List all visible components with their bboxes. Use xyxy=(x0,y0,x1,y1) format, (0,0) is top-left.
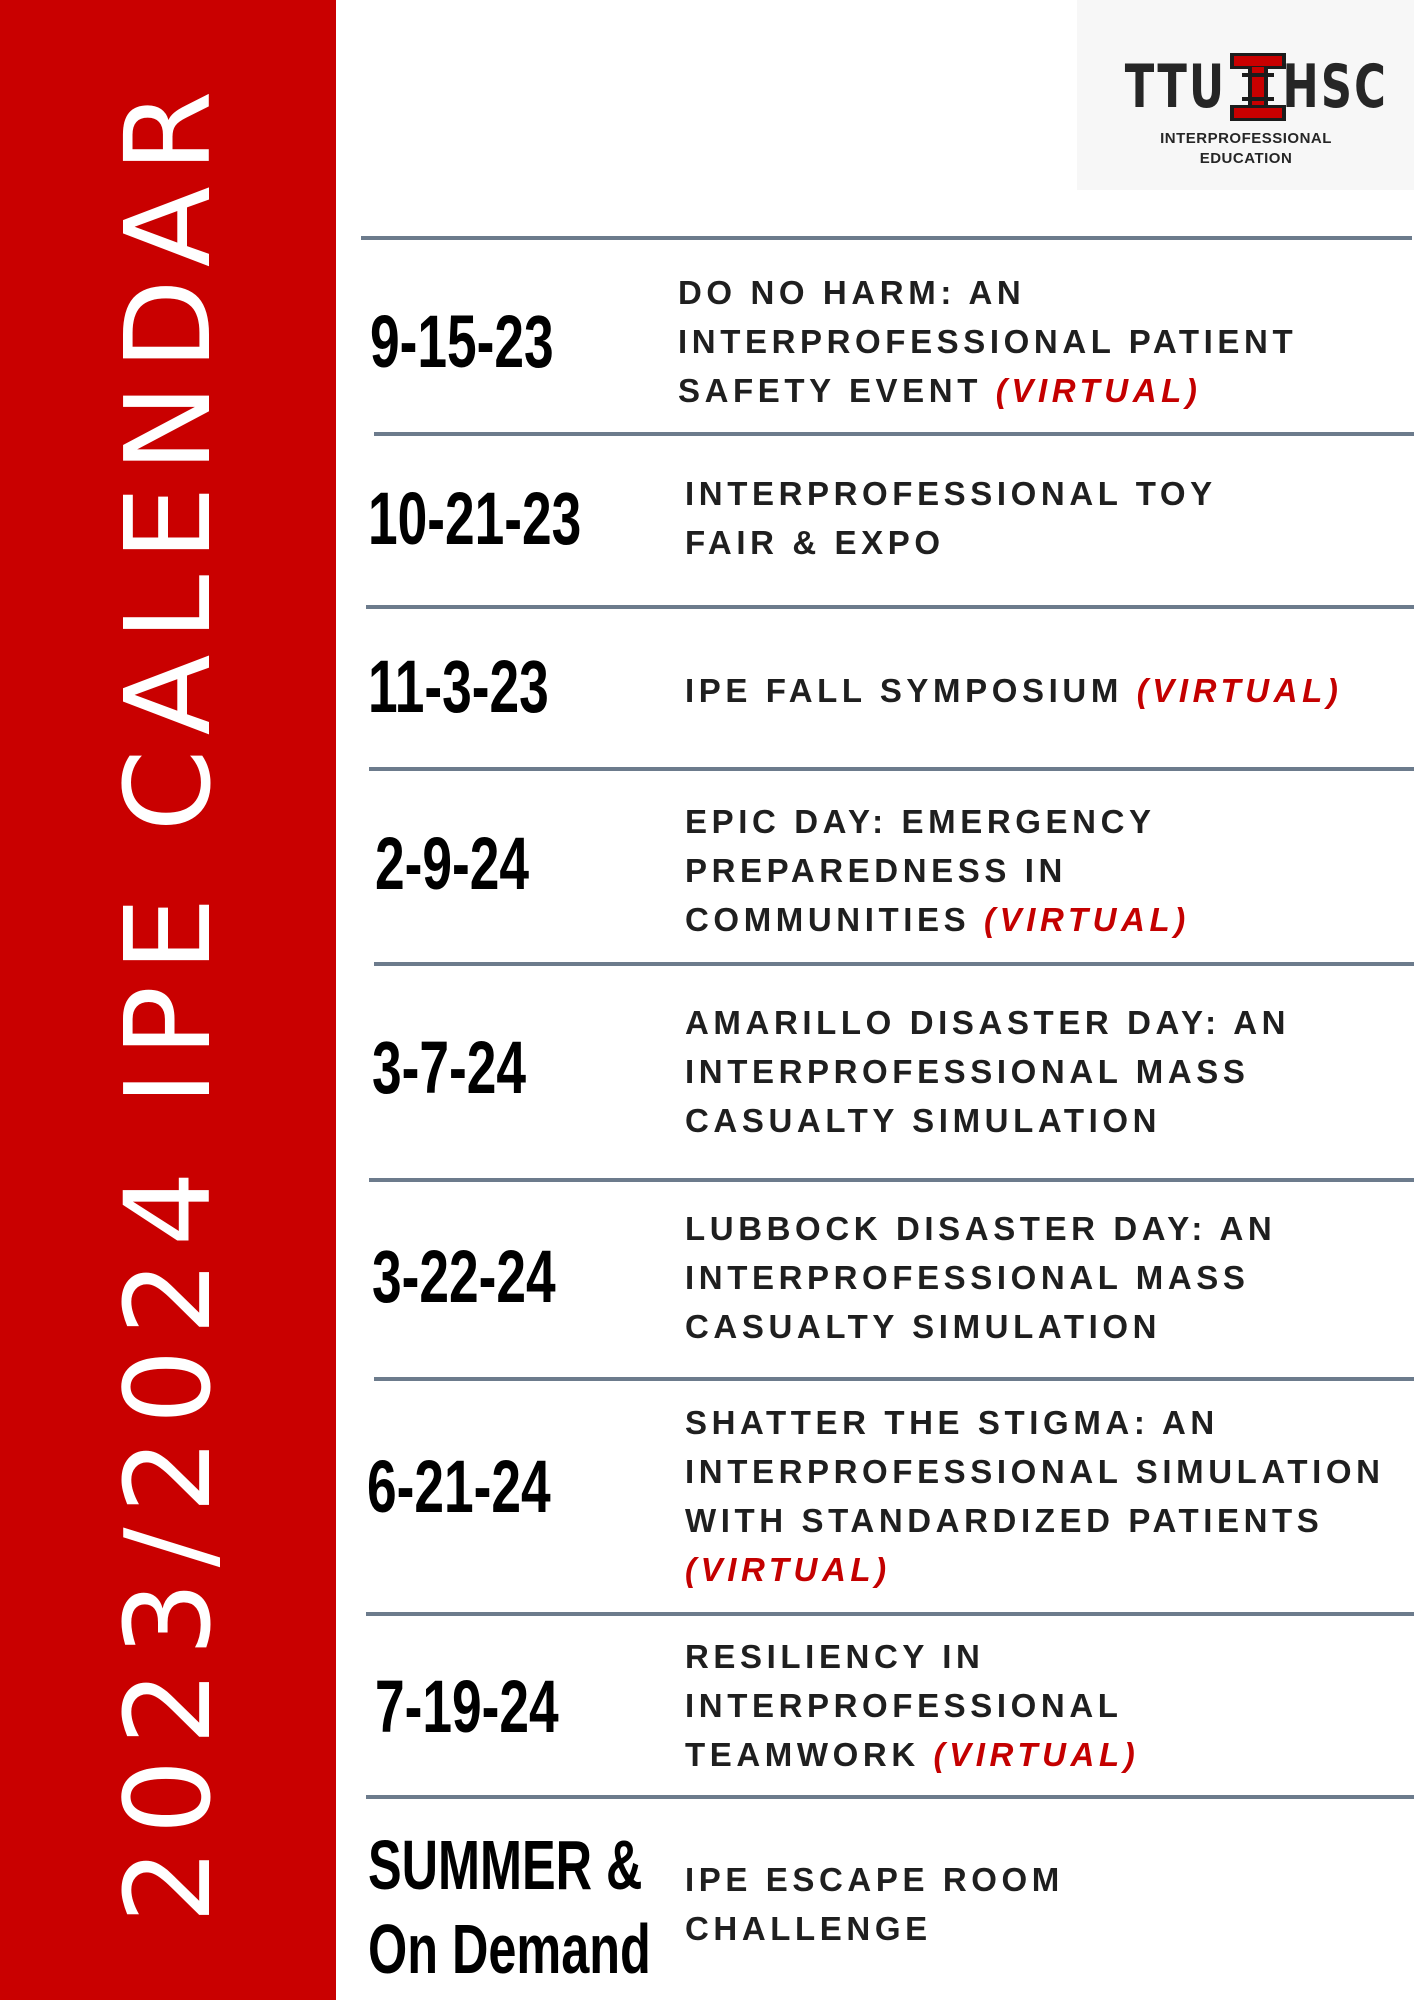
title-line: RESILIENCY IN xyxy=(685,1638,985,1675)
logo-left-text: TTU xyxy=(1124,52,1227,122)
title-line: AMARILLO DISASTER DAY: AN xyxy=(685,1004,1291,1041)
divider xyxy=(361,236,1412,240)
divider xyxy=(366,1795,1414,1799)
title-line: CASUALTY SIMULATION xyxy=(685,1102,1162,1139)
title-line: IPE FALL SYMPOSIUM (VIRTUAL) xyxy=(685,672,1343,709)
title-line: SHATTER THE STIGMA: AN xyxy=(685,1404,1219,1441)
divider xyxy=(374,962,1414,966)
divider xyxy=(366,1612,1414,1616)
event-date: 10-21-23 xyxy=(368,477,582,560)
event-date: 3-22-24 xyxy=(372,1235,556,1318)
title-line: LUBBOCK DISASTER DAY: AN xyxy=(685,1210,1277,1247)
title-line: TEAMWORK (VIRTUAL) xyxy=(685,1736,1140,1773)
title-line: CASUALTY SIMULATION xyxy=(685,1308,1162,1345)
divider xyxy=(369,1178,1414,1182)
event-title xyxy=(685,469,1217,567)
event-date xyxy=(368,1823,651,1991)
title-line: PREPAREDNESS IN xyxy=(685,852,1067,889)
title-line xyxy=(685,1545,1385,1594)
divider xyxy=(366,605,1414,609)
virtual-tag: (VIRTUAL) xyxy=(933,1736,1140,1773)
event-title xyxy=(685,797,1190,944)
title-line: INTERPROFESSIONAL MASS xyxy=(685,1053,1250,1090)
event-date: 7-19-24 xyxy=(375,1665,559,1748)
event-title xyxy=(685,1632,1139,1779)
event-title xyxy=(685,998,1290,1145)
event-title xyxy=(678,268,1297,415)
date-line: SUMMER & xyxy=(368,1826,643,1904)
title-line: COMMUNITIES (VIRTUAL) xyxy=(685,901,1190,938)
event-date: 3-7-24 xyxy=(372,1026,527,1109)
title-line: IPE ESCAPE ROOM xyxy=(685,1861,1064,1898)
title-line: INTERPROFESSIONAL TOY xyxy=(685,475,1217,512)
virtual-tag: (VIRTUAL) xyxy=(685,1551,891,1588)
title-line: FAIR & EXPO xyxy=(685,524,945,561)
virtual-tag: (VIRTUAL) xyxy=(995,372,1202,409)
event-date: 6-21-24 xyxy=(367,1445,551,1528)
date-line: On Demand xyxy=(368,1910,651,1988)
ttuhsc-logo xyxy=(1077,0,1414,190)
title-line: EPIC DAY: EMERGENCY xyxy=(685,803,1156,840)
event-title xyxy=(685,1398,1385,1594)
title-line: INTERPROFESSIONAL MASS xyxy=(685,1259,1250,1296)
title-line: CHALLENGE xyxy=(685,1910,932,1947)
logo-wordmark xyxy=(1105,52,1388,122)
sidebar xyxy=(0,0,336,2000)
divider xyxy=(374,432,1414,436)
calendar-title: 2023/2024 IPE CALENDAR xyxy=(99,76,237,1924)
title-line: DO NO HARM: AN xyxy=(678,274,1026,311)
event-date: 2-9-24 xyxy=(375,822,530,905)
title-line: INTERPROFESSIONAL xyxy=(685,1687,1123,1724)
event-title xyxy=(685,1204,1276,1351)
logo-subtitle-line2: EDUCATION xyxy=(1199,150,1293,167)
logo-subtitle-line1: INTERPROFESSIONAL xyxy=(1160,130,1332,147)
event-date: 9-15-23 xyxy=(370,300,554,383)
event-title xyxy=(685,666,1342,715)
divider xyxy=(369,767,1414,771)
title-line: INTERPROFESSIONAL SIMULATION xyxy=(685,1453,1385,1490)
title-line: WITH STANDARDIZED PATIENTS xyxy=(685,1502,1324,1539)
logo-right-text: HSC xyxy=(1282,52,1388,122)
event-title xyxy=(685,1855,1064,1953)
title-line: SAFETY EVENT (VIRTUAL) xyxy=(678,372,1202,409)
virtual-tag: (VIRTUAL) xyxy=(984,901,1190,938)
event-date: 11-3-23 xyxy=(368,645,549,728)
double-t-icon xyxy=(1228,51,1288,123)
divider xyxy=(374,1377,1414,1381)
title-line: INTERPROFESSIONAL PATIENT xyxy=(678,323,1298,360)
virtual-tag: (VIRTUAL) xyxy=(1136,672,1343,709)
